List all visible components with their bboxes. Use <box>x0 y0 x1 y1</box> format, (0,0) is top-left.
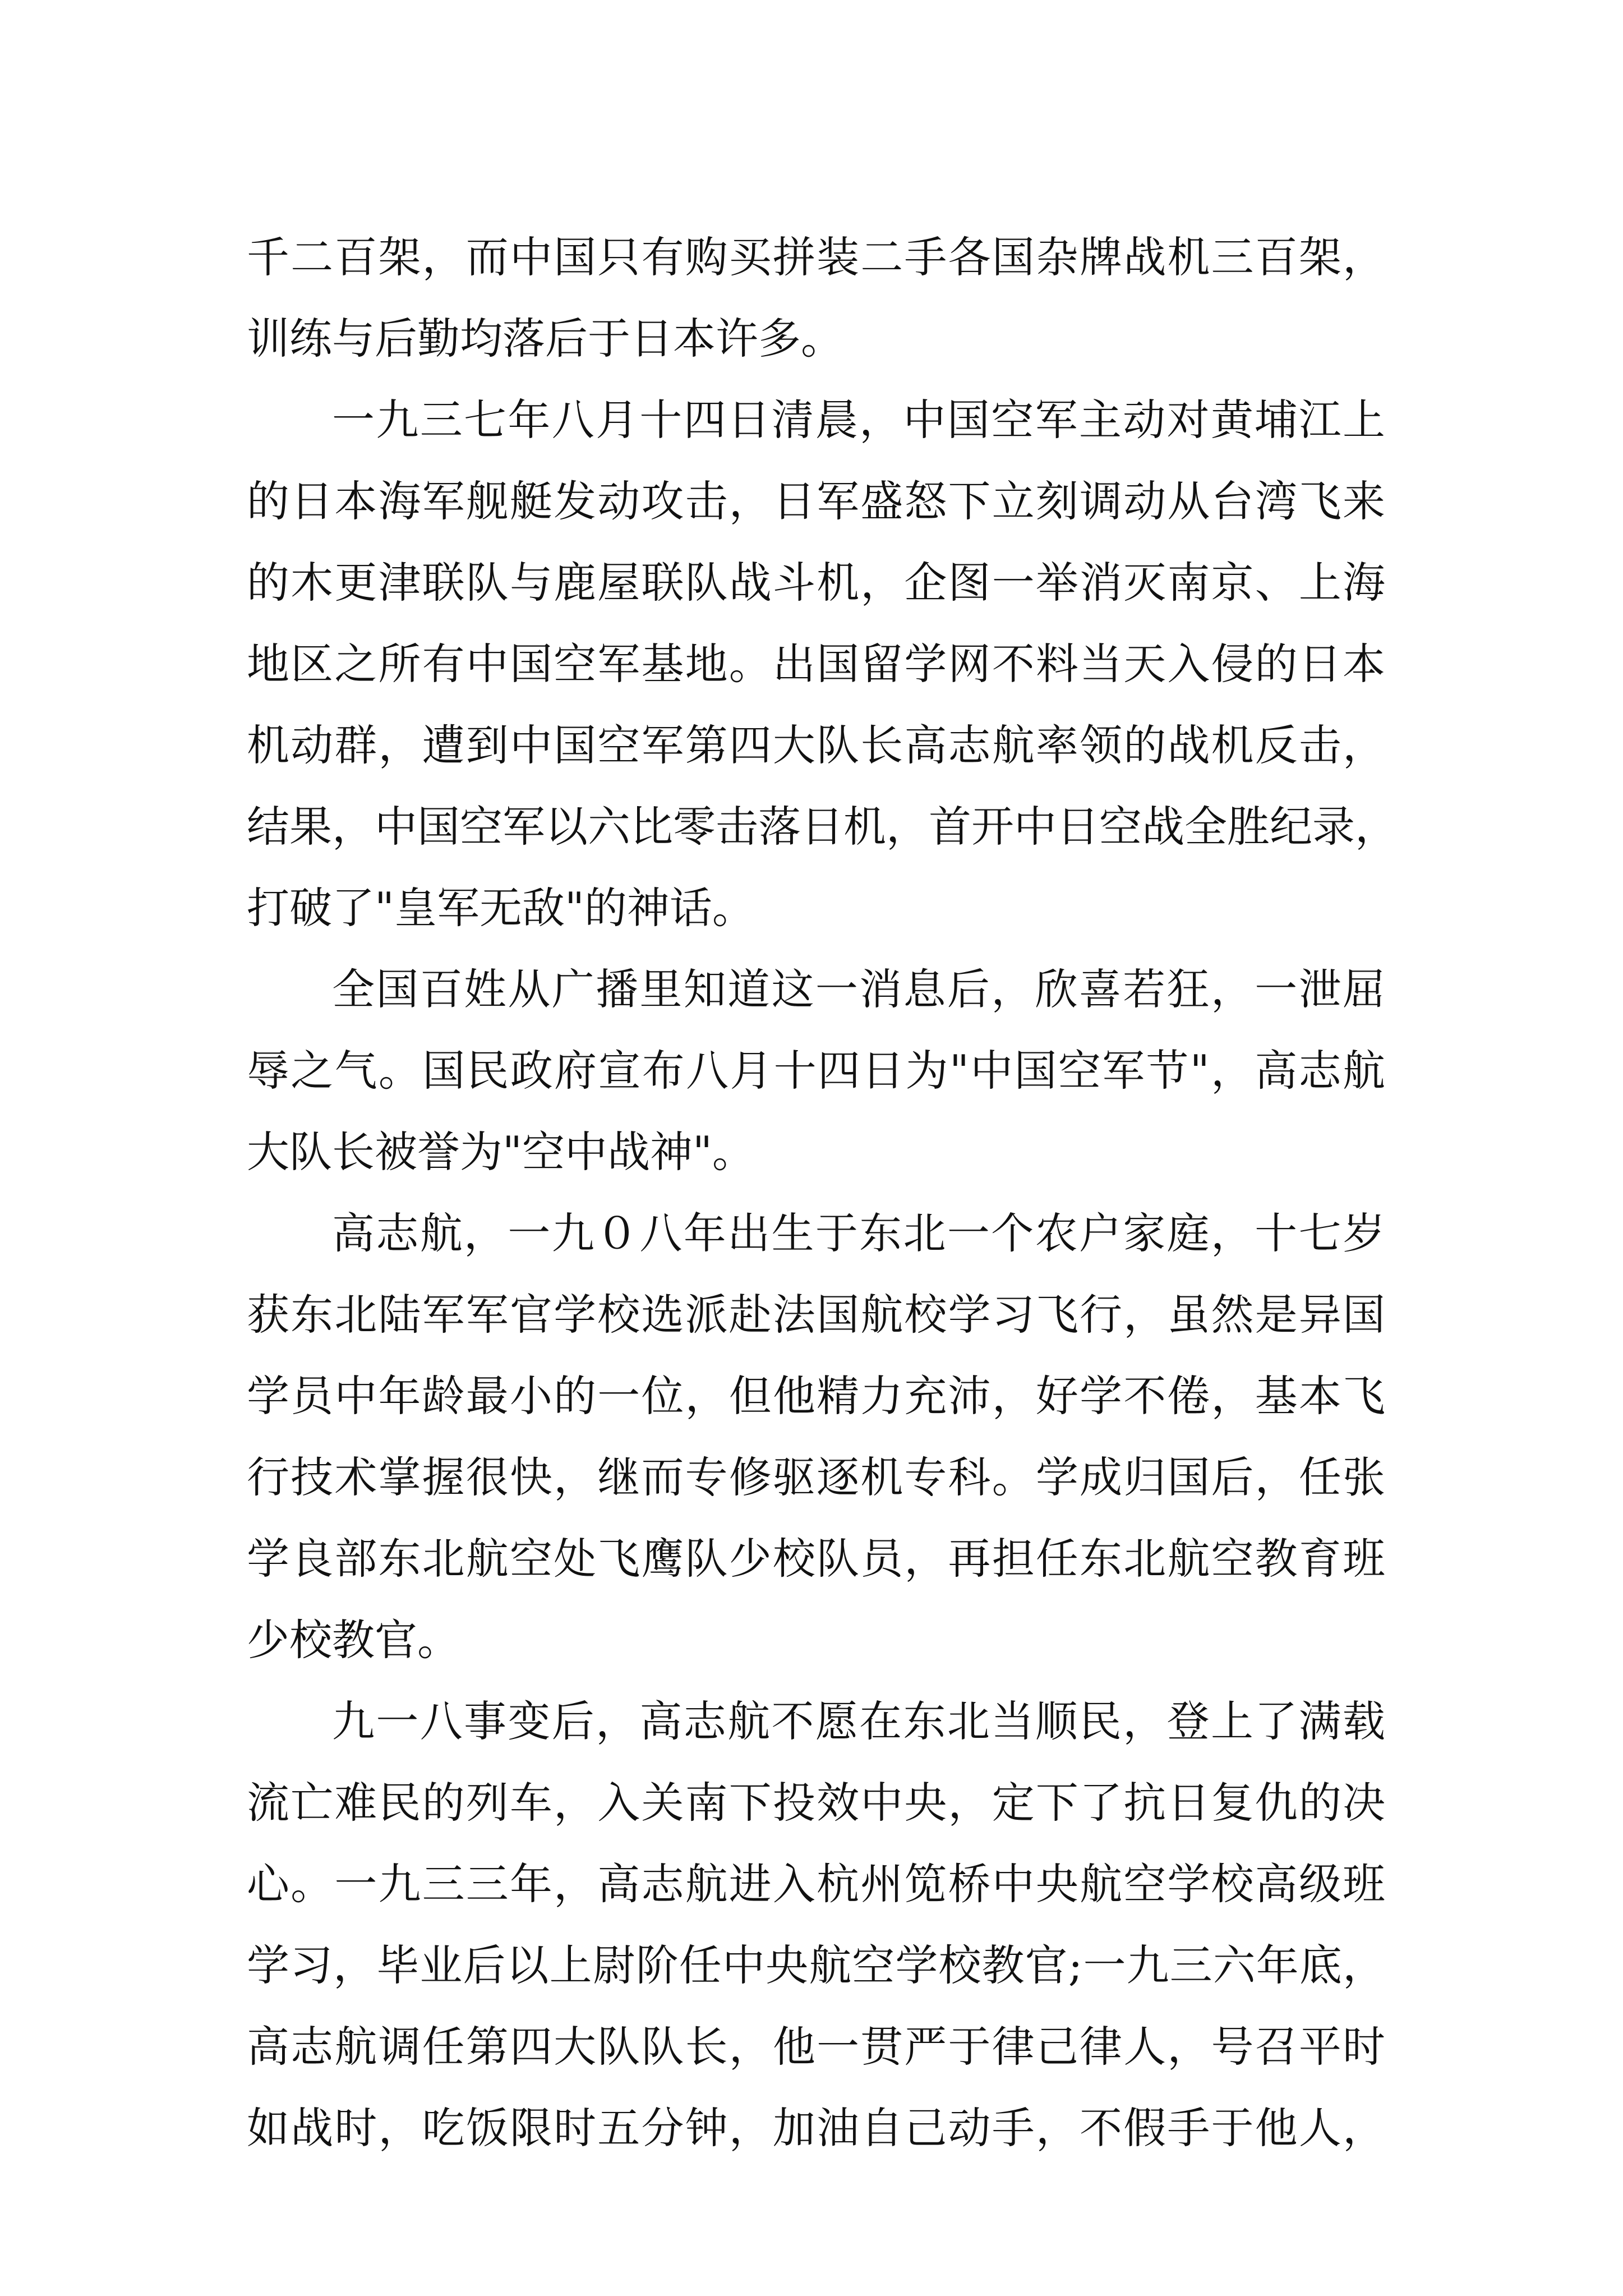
text-line: 心。一九三三年，高志航进入杭州笕桥中央航空学校高级班 <box>247 1859 1385 1909</box>
text-line: 的日本海军舰艇发动攻击，日军盛怒下立刻调动从台湾飞来 <box>247 476 1385 526</box>
text-line: 打破了"皇军无敌"的神话。 <box>247 883 755 933</box>
text-line: 机动群，遭到中国空军第四大队长高志航率领的战机反击， <box>247 720 1385 770</box>
text-line: 辱之气。国民政府宣布八月十四日为"中国空军节"，高志航 <box>247 1046 1385 1096</box>
paragraph-first-line: 全国百姓从广播里知道这一消息后，欣喜若狂，一泄屈 <box>332 964 1385 1014</box>
text-line: 千二百架，而中国只有购买拼装二手各国杂牌战机三百架， <box>247 232 1385 282</box>
text-line: 获东北陆军军官学校选派赴法国航校学习飞行，虽然是异国 <box>247 1290 1385 1340</box>
text-line: 地区之所有中国空军基地。出国留学网不料当天入侵的日本 <box>247 639 1385 689</box>
paragraph-first-line: 高志航，一九０八年出生于东北一个农户家庭，十七岁 <box>332 1208 1385 1258</box>
body-text <box>247 217 1398 2169</box>
text-line: 大队长被誉为"空中战神"。 <box>247 1127 755 1177</box>
text-line: 结果，中国空军以六比零击落日机，首开中日空战全胜纪录， <box>247 802 1398 852</box>
text-line: 少校教官。 <box>247 1615 460 1665</box>
text-line: 行技术掌握很快，继而专修驱逐机专科。学成归国后，任张 <box>247 1452 1385 1502</box>
text-line: 学员中年龄最小的一位，但他精力充沛，好学不倦，基本飞 <box>247 1371 1385 1421</box>
paragraph-first-line: 九一八事变后，高志航不愿在东北当顺民，登上了满载 <box>332 1696 1385 1746</box>
paragraph-first-line: 一九三七年八月十四日清晨，中国空军主动对黄埔江上 <box>332 395 1385 445</box>
text-line: 学习，毕业后以上尉阶任中央航空学校教官;一九三六年底， <box>247 1940 1385 1990</box>
text-line: 高志航调任第四大队队长，他一贯严于律己律人，号召平时 <box>247 2022 1385 2072</box>
text-line: 训练与后勤均落后于日本许多。 <box>247 314 843 364</box>
text-line: 如战时，吃饭限时五分钟，加油自己动手，不假手于他人， <box>247 2103 1385 2153</box>
text-line: 学良部东北航空处飞鹰队少校队员，再担任东北航空教育班 <box>247 1534 1385 1584</box>
text-line: 流亡难民的列车，入关南下投效中央，定下了抗日复仇的决 <box>247 1778 1385 1828</box>
text-line: 的木更津联队与鹿屋联队战斗机，企图一举消灭南京、上海 <box>247 558 1385 608</box>
